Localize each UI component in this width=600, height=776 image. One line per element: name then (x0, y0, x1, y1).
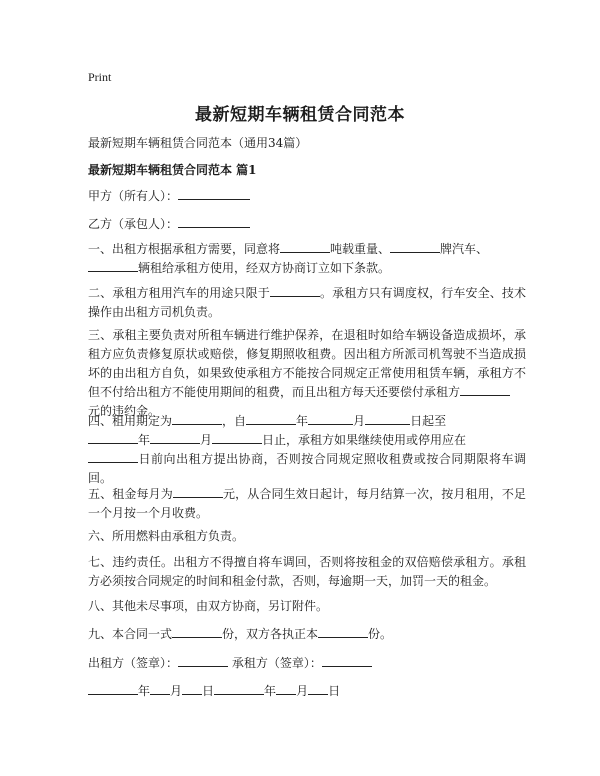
blank (214, 682, 264, 695)
clause-4-text-a: 四、租用期定为 (88, 414, 173, 428)
month-label: 月 (200, 433, 213, 447)
year-label: 年 (138, 433, 151, 447)
year-label: 年 (296, 414, 309, 428)
clause-5-text-a: 五、租金每月为 (88, 487, 173, 501)
blank (172, 412, 222, 425)
clause-2-text-b: 。承租方只有调度权，行车安全、技术操作由出租方司机负责。 (88, 286, 526, 319)
section-title: 最新短期车辆租赁合同范本 篇1 (88, 163, 257, 177)
lessee-blank (322, 654, 372, 667)
blank (390, 240, 440, 253)
year-label: 年 (264, 684, 277, 698)
document-title: 最新短期车辆租赁合同范本 (195, 105, 405, 125)
clause-5 (88, 485, 526, 523)
lessor-label: 出租方（签章）： (88, 656, 179, 670)
blank (318, 625, 368, 638)
party-a-blank (178, 187, 250, 200)
blank (308, 412, 353, 425)
clause-1-text-c: 牌汽车、 (440, 242, 489, 256)
clause-7: 七、违约责任。出租方不得擅自将车调回，否则将按租金的双倍赔偿承租方。承租方必须按合同规定的时间和租金付款，否则，每逾期一天，加罚一天的租金。 (88, 555, 526, 588)
document-subtitle: 最新短期车辆租赁合同范本（通用34篇） (88, 136, 308, 150)
clause-4-text-d: 日止，承租方如果继续使用或停用应在 (262, 433, 467, 447)
clause-4-text-c: 日起至 (410, 414, 447, 428)
blank (88, 259, 138, 272)
clause-6: 六、所用燃料由承租方负责。 (88, 529, 245, 543)
clause-3-text-b: 元的违约金。 (88, 404, 161, 418)
print-link[interactable]: Print (88, 70, 112, 84)
blank (182, 682, 202, 695)
blank (270, 284, 320, 297)
clause-3-text-a: 三、承租主要负责对所租车辆进行维护保养，在退租时如给车辆设备造成损坏，承租方应负责修复原状或赔偿，修复期照收租费。因出租方所派司机驾驶不当造成损坏的由出租方自负，如果致使承租方不能按合同规定正常使用租赁车辆，承租方不但不付给出租方不能使用期间的租费，而且出租方每天还要偿付承租方 (88, 328, 526, 399)
blank (173, 485, 223, 498)
clause-9-text-a: 九、本合同一式 (88, 627, 173, 641)
month-label: 月 (353, 414, 366, 428)
blank (246, 412, 296, 425)
clause-4-text-e: 日前向出租方提出协商，否则按合同规定照收租费或按合同期限将车调回。 (88, 452, 526, 485)
clause-4 (88, 412, 526, 488)
clause-2 (88, 284, 526, 322)
blank (150, 431, 200, 444)
date-line (88, 681, 528, 701)
party-b-line (88, 214, 528, 234)
blank (88, 682, 138, 695)
day-label: 日 (202, 684, 215, 698)
clause-8: 八、其他未尽事项，由双方协商，另订附件。 (88, 599, 329, 613)
lessee-label: 承租方（签章）： (231, 656, 322, 670)
clause-1-text-b: 吨载重量、 (330, 242, 391, 256)
blank (276, 682, 296, 695)
party-a-label: 甲方（所有人）： (88, 189, 179, 203)
month-label: 月 (296, 684, 309, 698)
signature-line (88, 653, 528, 673)
year-label: 年 (138, 684, 151, 698)
blank (172, 625, 222, 638)
clause-2-text-a: 二、承租方租用汽车的用途只限于 (88, 286, 270, 300)
clause-1 (88, 240, 526, 278)
blank (88, 431, 138, 444)
clause-9-text-c: 份。 (368, 627, 393, 641)
clause-9 (88, 624, 528, 644)
blank (212, 431, 262, 444)
party-b-label: 乙方（承包人）： (88, 217, 179, 231)
clause-9-text-b: 份，双方各执正本 (222, 627, 319, 641)
blank (460, 383, 510, 396)
blank (88, 450, 138, 463)
blank (308, 682, 328, 695)
clause-1-text-d: 辆租给承租方使用，经双方协商订立如下条款。 (138, 261, 391, 275)
blank (365, 412, 410, 425)
clause-5-text-b: 元，从合同生效日起计，每月结算一次，按月租用，不足一个月按一个月收费。 (88, 487, 526, 520)
party-b-blank (178, 215, 250, 228)
party-a-line (88, 186, 528, 206)
clause-4-text-b: ，自 (222, 414, 247, 428)
lessor-blank (178, 654, 228, 667)
blank (150, 682, 170, 695)
blank (280, 240, 330, 253)
clause-1-text-a: 一、出租方根据承租方需要，同意将 (88, 242, 281, 256)
month-label: 月 (170, 684, 183, 698)
day-label: 日 (328, 684, 341, 698)
clause-3 (88, 326, 526, 421)
